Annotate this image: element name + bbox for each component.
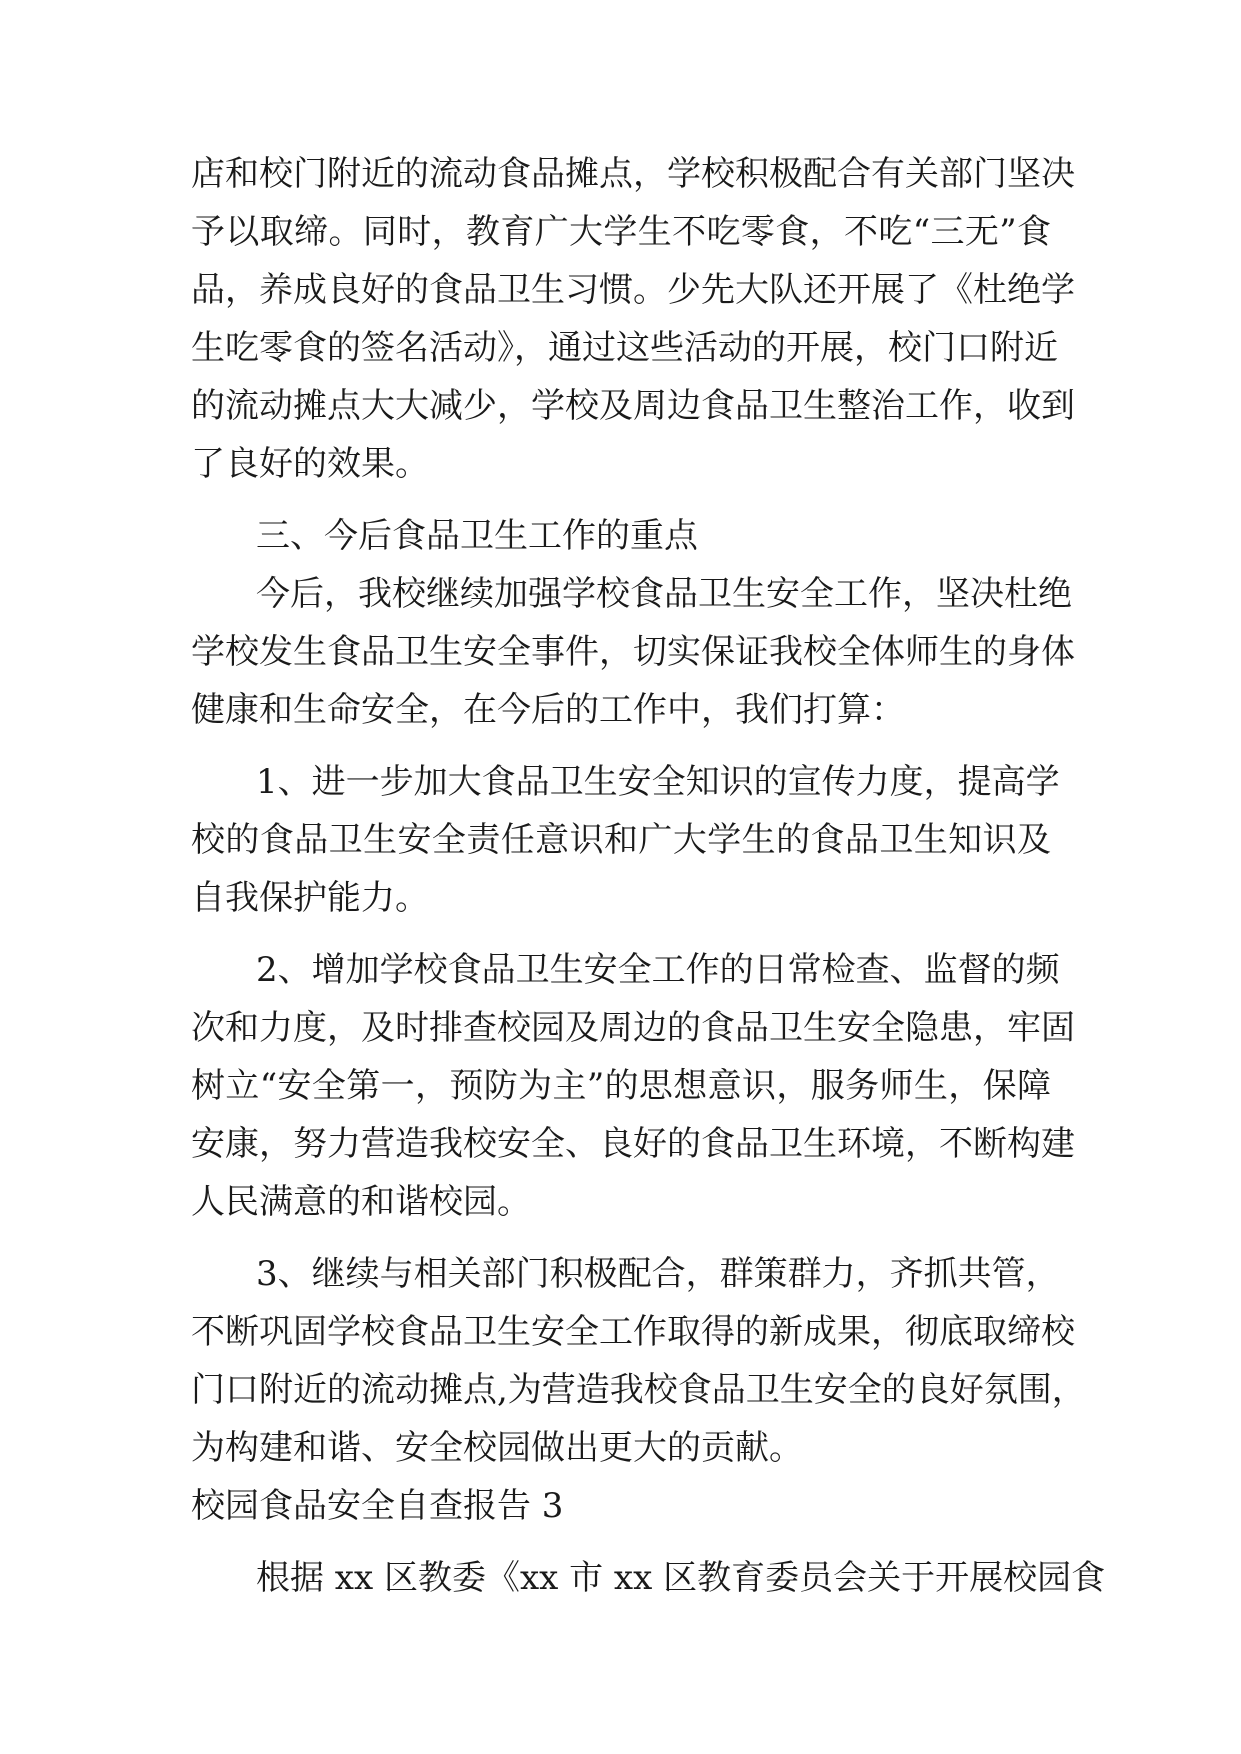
text-line: 健康和生命安全，在今后的工作中，我们打算： [191, 690, 905, 730]
paragraph-first-line: 今后，我校继续加强学校食品卫生安全工作，坚决杜绝 [256, 574, 1072, 614]
section-heading: 三、今后食品卫生工作的重点 [256, 516, 698, 556]
text-line: 为构建和谐、安全校园做出更大的贡献。 [191, 1428, 803, 1468]
list-item-1: 1、进一步加大食品卫生安全知识的宣传力度，提高学 [256, 762, 1060, 802]
text-line: 生吃零食的签名活动》，通过这些活动的开展，校门口附近 [191, 328, 1058, 368]
paragraph-first-line: 根据 xx 区教委《xx 市 xx 区教育委员会关于开展校园食 [256, 1558, 1106, 1598]
text-line: 门口附近的流动摊点,为营造我校食品卫生安全的良好氛围， [191, 1370, 1086, 1410]
text-line: 店和校门附近的流动食品摊点，学校积极配合有关部门坚决 [191, 154, 1075, 194]
text-line: 树立“安全第一，预防为主”的思想意识，服务师生，保障 [191, 1066, 1051, 1106]
text-line: 不断巩固学校食品卫生安全工作取得的新成果，彻底取缔校 [191, 1312, 1075, 1352]
text-line: 校的食品卫生安全责任意识和广大学生的食品卫生知识及 [191, 820, 1051, 860]
text-line: 了良好的效果。 [191, 444, 429, 484]
list-item-3: 3、继续与相关部门积极配合，群策群力，齐抓共管， [256, 1254, 1060, 1294]
text-line: 学校发生食品卫生安全事件，切实保证我校全体师生的身体 [191, 632, 1075, 672]
text-line: 人民满意的和谐校园。 [191, 1182, 531, 1222]
text-line: 自我保护能力。 [191, 878, 429, 918]
text-line: 予以取缔。同时，教育广大学生不吃零食，不吃“三无”食 [191, 212, 1051, 252]
list-item-2: 2、增加学校食品卫生安全工作的日常检查、监督的频 [256, 950, 1060, 990]
text-line: 次和力度，及时排查校园及周边的食品卫生安全隐患，牢固 [191, 1008, 1075, 1048]
text-line: 安康，努力营造我校安全、良好的食品卫生环境，不断构建 [191, 1124, 1075, 1164]
text-line: 品，养成良好的食品卫生习惯。少先大队还开展了《杜绝学 [191, 270, 1075, 310]
report-title: 校园食品安全自查报告 3 [191, 1486, 564, 1526]
text-line: 的流动摊点大大减少，学校及周边食品卫生整治工作，收到 [191, 386, 1075, 426]
